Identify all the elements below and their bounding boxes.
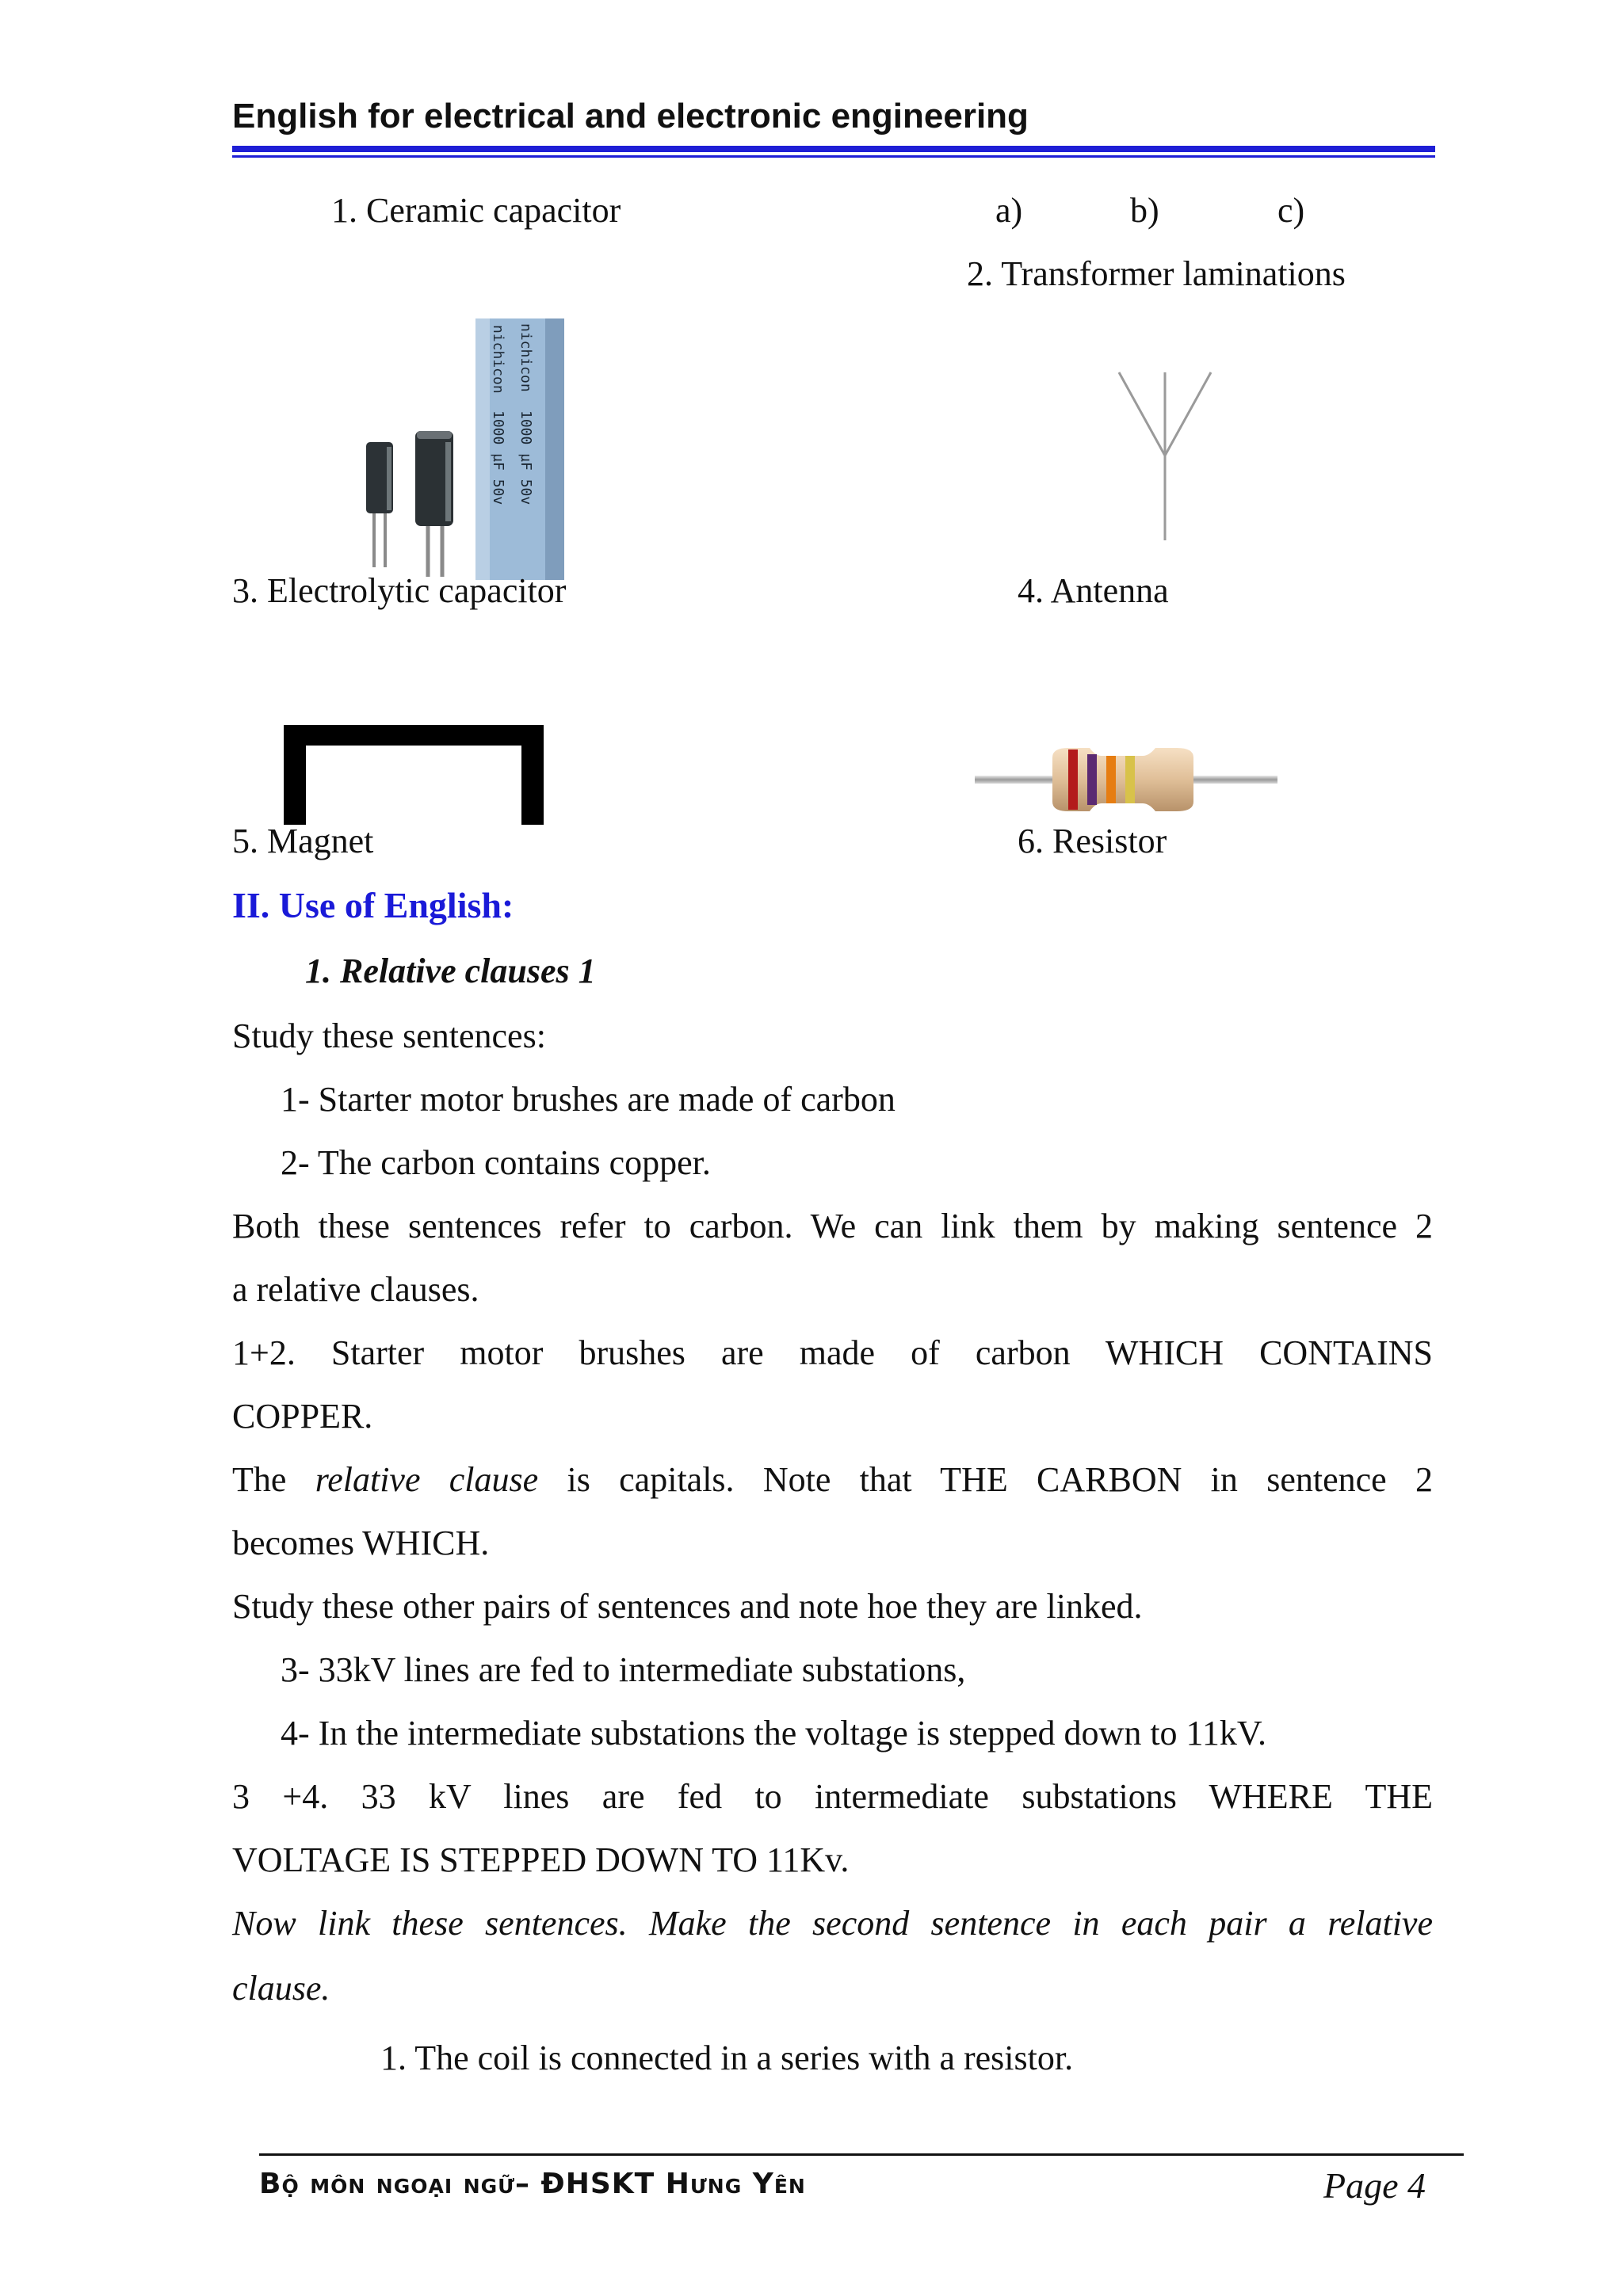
label-ceramic-capacitor: 1. Ceramic capacitor [331,191,621,230]
combined2-line2: VOLTAGE IS STEPPED DOWN TO 11Kv. [232,1840,850,1879]
capacitor-marking-2: 1000 µF 50v [490,410,506,505]
note-line2: becomes WHICH. [232,1524,490,1562]
combined-sentence-line1: 1+2. Starter motor brushes are made of carbon WHICH CONTAINS [232,1333,1433,1372]
electrolytic-capacitor-image [349,315,602,585]
study-prompt: Study these sentences: [232,1016,546,1055]
combined-sentence-line2: COPPER. [232,1397,373,1436]
note-line1 [232,1459,1433,1500]
capacitor-marking-1: nichicon [490,325,506,394]
capacitor-marking-4: 1000 µF 50v [517,410,534,505]
note-relative-clause: relative clause [315,1460,539,1499]
sentence-3: 3- 33kV lines are fed to intermediate substations, [281,1650,966,1689]
note-rest: is capitals. Note that THE CARBON in sentence 2 [567,1460,1433,1499]
instruction-line1: Now link these sentences. Make the second sentence in each pair a relative [232,1904,1433,1943]
sentence-1: 1- Starter motor brushes are made of carbon [281,1080,896,1119]
footer-rule [259,2153,1464,2156]
sentence-4: 4- In the intermediate substations the voltage is stepped down to 11kV. [281,1714,1267,1753]
label-electrolytic-capacitor: 3. Electrolytic capacitor [232,571,567,610]
label-resistor: 6. Resistor [1018,822,1167,860]
section-heading: II. Use of English: [232,885,514,925]
label-a: a) [995,191,1023,230]
sentence-2: 2- The carbon contains copper. [281,1143,711,1182]
subheading-relative-clauses: 1. Relative clauses 1 [305,952,596,990]
label-antenna: 4. Antenna [1018,571,1169,610]
magnet-image [284,725,545,825]
label-b: b) [1130,191,1159,230]
capacitor-marking-3: nichicon [517,323,534,392]
antenna-symbol [1109,364,1220,547]
page-number: Page 4 [1323,2165,1426,2206]
resistor-image [975,745,1277,816]
page-header-title: English for electrical and electronic engineering [232,97,1029,135]
paragraph-both-line1: Both these sentences refer to carbon. We can link them by making sentence 2 [232,1207,1433,1245]
study-other-pairs: Study these other pairs of sentences and note hoe they are linked. [232,1587,1143,1626]
paragraph-both-line2: a relative clauses. [232,1270,479,1309]
header-rule-thick [232,146,1435,152]
footer-department: Bộ môn ngoại ngữ– ĐHSKT Hưng Yên [259,2168,806,2200]
instruction-line2: clause. [232,1969,330,2008]
label-transformer-laminations: 2. Transformer laminations [967,254,1346,293]
exercise-1: 1. The coil is connected in a series with a resistor. [380,2039,1074,2077]
header-rule-thin [232,155,1435,158]
label-magnet: 5. Magnet [232,822,374,860]
label-c: c) [1277,191,1305,230]
combined2-line1: 3 +4. 33 kV lines are fed to intermediate substations WHERE THE [232,1777,1433,1816]
note-the: The [232,1460,287,1499]
